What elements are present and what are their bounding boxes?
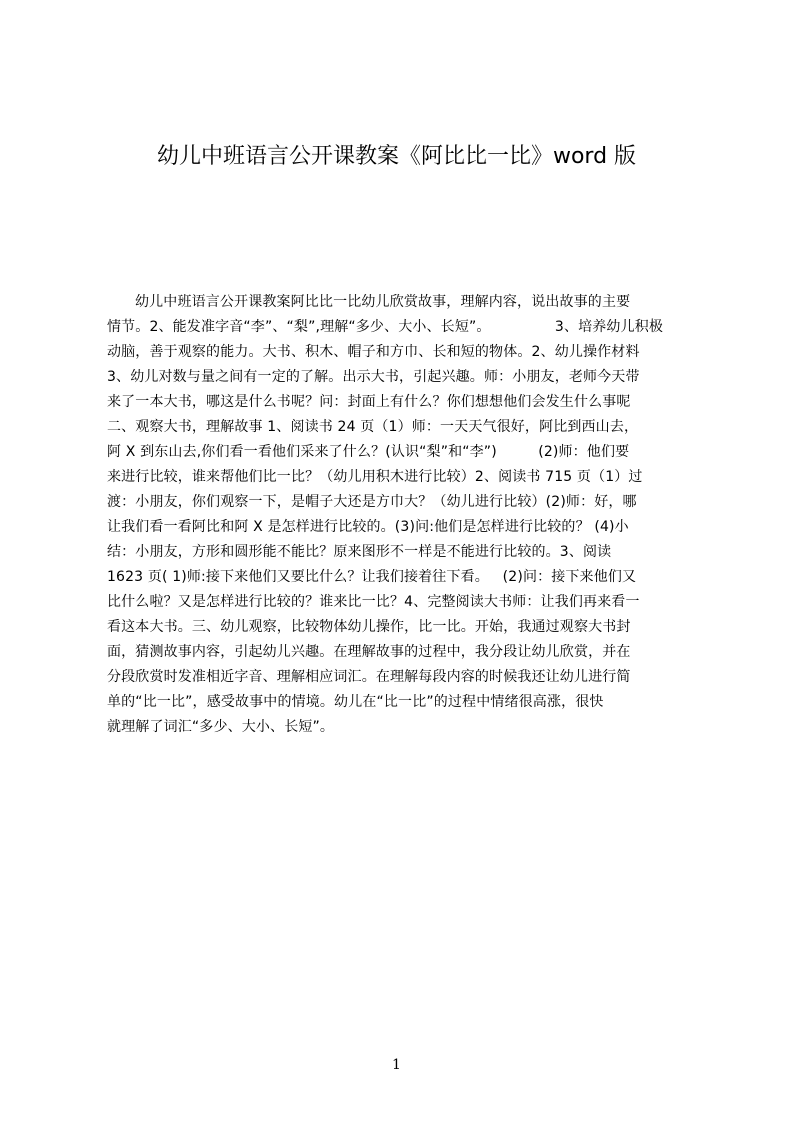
body-line: 结：小朋友，方形和圆形能不能比？原来图形不一样是不能进行比较的。3、阅读 bbox=[107, 544, 612, 560]
body-line: 3、幼儿对数与量之间有一定的了解。出示大书，引起兴趣。师：小朋友，老师今天带 bbox=[107, 369, 640, 385]
body-line: 比什么啦？又是怎样进行比较的？谁来比一比？4、完整阅读大书师：让我们再来看一 bbox=[107, 594, 640, 610]
body-paragraph bbox=[107, 290, 698, 740]
body-line: 面，猜测故事内容，引起幼儿兴趣。在理解故事的过程中，我分段让幼儿欣赏，并在 bbox=[107, 644, 631, 660]
body-line: 看这本大书。三、幼儿观察，比较物体幼儿操作，比一比。开始，我通过观察大书封 bbox=[107, 619, 631, 635]
body-line: 就理解了词汇“多少、大小、长短”。 bbox=[107, 719, 335, 735]
document-title: 幼儿中班语言公开课教案《阿比比一比》word 版 bbox=[156, 144, 637, 169]
body-line: 二、观察大书，理解故事 1、阅读书 24 页（1）师：一天天气很好，阿比到西山去， bbox=[107, 419, 639, 435]
body-line: 来了一本大书，哪这是什么书呢？问：封面上有什么？你们想想他们会发生什么事呢 bbox=[107, 394, 631, 410]
body-line: 阿 X 到东山去,你们看一看他们采来了什么？(认识“梨”和“李”) (2)师：他们要 bbox=[107, 444, 630, 460]
body-line: 动脑，善于观察的能力。大书、积木、帽子和方巾、长和短的物体。2、幼儿操作材料 bbox=[107, 344, 640, 360]
body-line: 幼儿中班语言公开课教案阿比比一比幼儿欣赏故事，理解内容，说出故事的主要 bbox=[135, 294, 631, 310]
body-line: 让我们看一看阿比和阿 X 是怎样进行比较的。(3)问:他们是怎样进行比较的？ (4)小 bbox=[107, 519, 629, 535]
body-line: 情节。2、能发准字音“李”、“梨”,理解“多少、大小、长短”。 3、培养幼儿积极 bbox=[107, 319, 664, 335]
body-line: 单的“比一比”，感受故事中的情境。幼儿在“比一比”的过程中情绪很高涨，很快 bbox=[107, 694, 604, 710]
body-line: 渡：小朋友，你们观察一下，是帽子大还是方巾大？（幼儿进行比较）(2)师：好，哪 bbox=[107, 494, 637, 510]
body-line: 分段欣赏时发准相近字音、理解相应词汇。在理解每段内容的时候我还让幼儿进行简 bbox=[107, 669, 631, 685]
body-line: 来进行比较，谁来帮他们比一比？（幼儿用积木进行比较）2、阅读书 715 页（1）过 bbox=[107, 469, 643, 485]
body-line: 1623 页( 1)师:接下来他们又要比什么？让我们接着往下看。 (2)问：接下来他们又 bbox=[107, 569, 637, 585]
page-number: 1 bbox=[392, 1057, 401, 1073]
